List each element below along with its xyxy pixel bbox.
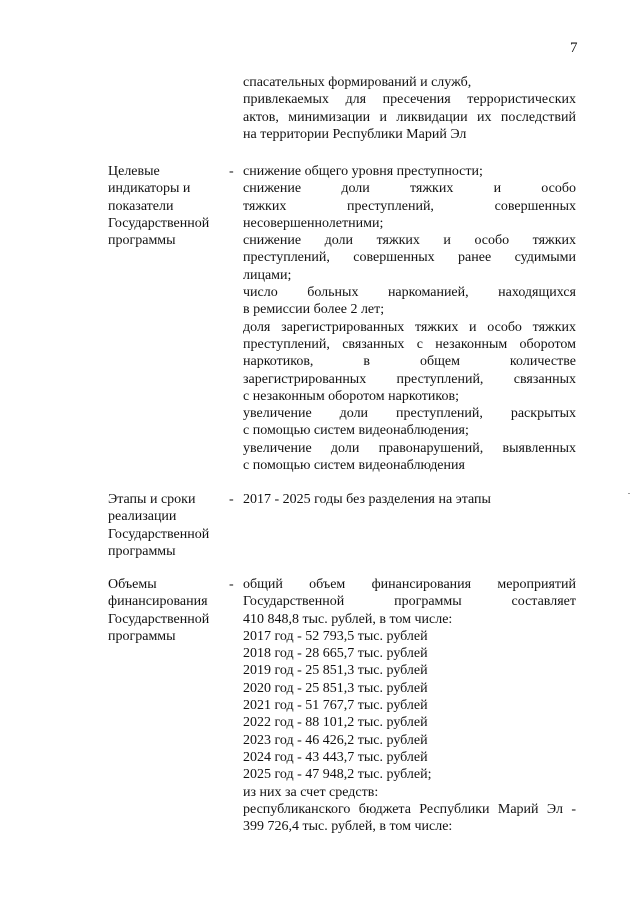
content-line: с незаконным оборотом наркотиков; <box>243 388 459 404</box>
label-line: программы <box>108 543 176 559</box>
content-line: 2017 - 2025 годы без разделения на этапы <box>243 492 491 507</box>
content-line: увеличение доли правонарушений, выявленных <box>243 440 576 456</box>
content-item <box>243 319 576 405</box>
content-line: снижение доли тяжких и особо тяжких <box>243 233 576 249</box>
label-dash: - <box>229 492 234 507</box>
section-content <box>243 74 576 143</box>
label-line: показатели <box>108 198 174 214</box>
content-item <box>243 284 576 319</box>
content-line: 2024 год - 43 443,7 тыс. рублей <box>243 749 428 765</box>
page-number: 7 <box>570 40 578 56</box>
content-line: 399 726,4 тыс. рублей, в том числе: <box>243 819 453 835</box>
content-line: 2019 год - 25 851,3 тыс. рублей <box>243 663 428 679</box>
label-line: Целевые <box>108 164 160 179</box>
content-line: преступлений, связанных с незаконным оборотом <box>243 336 576 352</box>
content-line: 2021 год - 51 767,7 тыс. рублей <box>243 698 428 714</box>
content-line: 2017 год - 52 793,5 тыс. рублей <box>243 628 428 644</box>
content-item <box>243 645 576 662</box>
content-item <box>243 680 576 697</box>
content-item <box>243 662 576 679</box>
content-line: 2020 год - 25 851,3 тыс. рублей <box>243 680 428 696</box>
content-line: с помощью систем видеонаблюдения; <box>243 423 469 439</box>
content-line: число больных наркоманией, находящихся <box>243 285 576 301</box>
content-item <box>243 749 576 766</box>
content-line: 2018 год - 28 665,7 тыс. рублей <box>243 646 428 662</box>
content-line: 2025 год - 47 948,2 тыс. рублей; <box>243 767 432 783</box>
section-content <box>243 576 576 835</box>
content-line: наркотиков, в общем количестве <box>243 354 576 370</box>
content-line: 2022 год - 88 101,2 тыс. рублей <box>243 715 428 731</box>
content-item <box>243 74 576 143</box>
content-line: снижение доли тяжких и особо <box>243 181 576 197</box>
section-content <box>243 491 576 508</box>
content-item <box>243 405 576 440</box>
content-line: доля зарегистрированных тяжких и особо тяжких <box>243 319 576 335</box>
content-line: 2023 год - 46 426,2 тыс. рублей <box>243 732 428 748</box>
label-line: Государственной <box>108 611 210 627</box>
content-line: актов, минимизации и ликвидации их последствий <box>243 109 576 125</box>
label-line: индикаторы и <box>108 181 191 197</box>
content-line: из них за счет средств: <box>243 784 379 800</box>
content-line: 410 848,8 тыс. рублей, в том числе: <box>243 611 453 627</box>
content-item <box>243 732 576 749</box>
content-item <box>243 576 576 628</box>
label-line: Государственной <box>108 215 210 231</box>
content-item <box>243 784 576 801</box>
content-item <box>243 440 576 475</box>
content-item <box>243 491 576 508</box>
label-line: программы <box>108 233 176 249</box>
content-item <box>243 697 576 714</box>
content-line: снижение общего уровня преступности; <box>243 164 483 179</box>
scan-speck <box>628 493 630 494</box>
content-line: Государственной программы составляет <box>243 594 576 610</box>
section-label <box>108 491 226 560</box>
content-line: преступлений, совершенных ранее судимыми <box>243 250 576 266</box>
content-item <box>243 232 576 284</box>
label-line: программы <box>108 628 176 644</box>
label-dash: - <box>229 577 234 592</box>
section-content <box>243 163 576 474</box>
content-line: в ремиссии более 2 лет; <box>243 302 385 318</box>
content-item <box>243 628 576 645</box>
label-line: Этапы и сроки <box>108 492 196 507</box>
label-line: Объемы <box>108 577 157 592</box>
label-line: финансирования <box>108 594 208 610</box>
content-line: несовершеннолетними; <box>243 215 384 231</box>
content-line: лицами; <box>243 267 292 283</box>
content-line: увеличение доли преступлений, раскрытых <box>243 406 576 422</box>
content-line: спасательных формирований и служб, <box>243 75 472 90</box>
content-line: общий объем финансирования мероприятий <box>243 577 576 592</box>
section-label <box>108 163 226 249</box>
label-line: Государственной <box>108 526 210 542</box>
content-line: республиканского бюджета Республики Марий Эл - <box>243 801 576 817</box>
content-line: с помощью систем видеонаблюдения <box>243 458 465 474</box>
content-line: привлекаемых для пресечения террористических <box>243 92 576 108</box>
label-line: реализации <box>108 509 177 525</box>
content-line: тяжких преступлений, совершенных <box>243 198 576 214</box>
content-item <box>243 766 576 783</box>
content-item <box>243 163 576 180</box>
content-line: на территории Республики Марий Эл <box>243 126 467 142</box>
section-label <box>108 576 226 645</box>
content-item <box>243 180 576 232</box>
label-dash: - <box>229 164 234 179</box>
content-item <box>243 714 576 731</box>
content-item <box>243 801 576 836</box>
content-line: зарегистрированных преступлений, связанных <box>243 371 576 387</box>
